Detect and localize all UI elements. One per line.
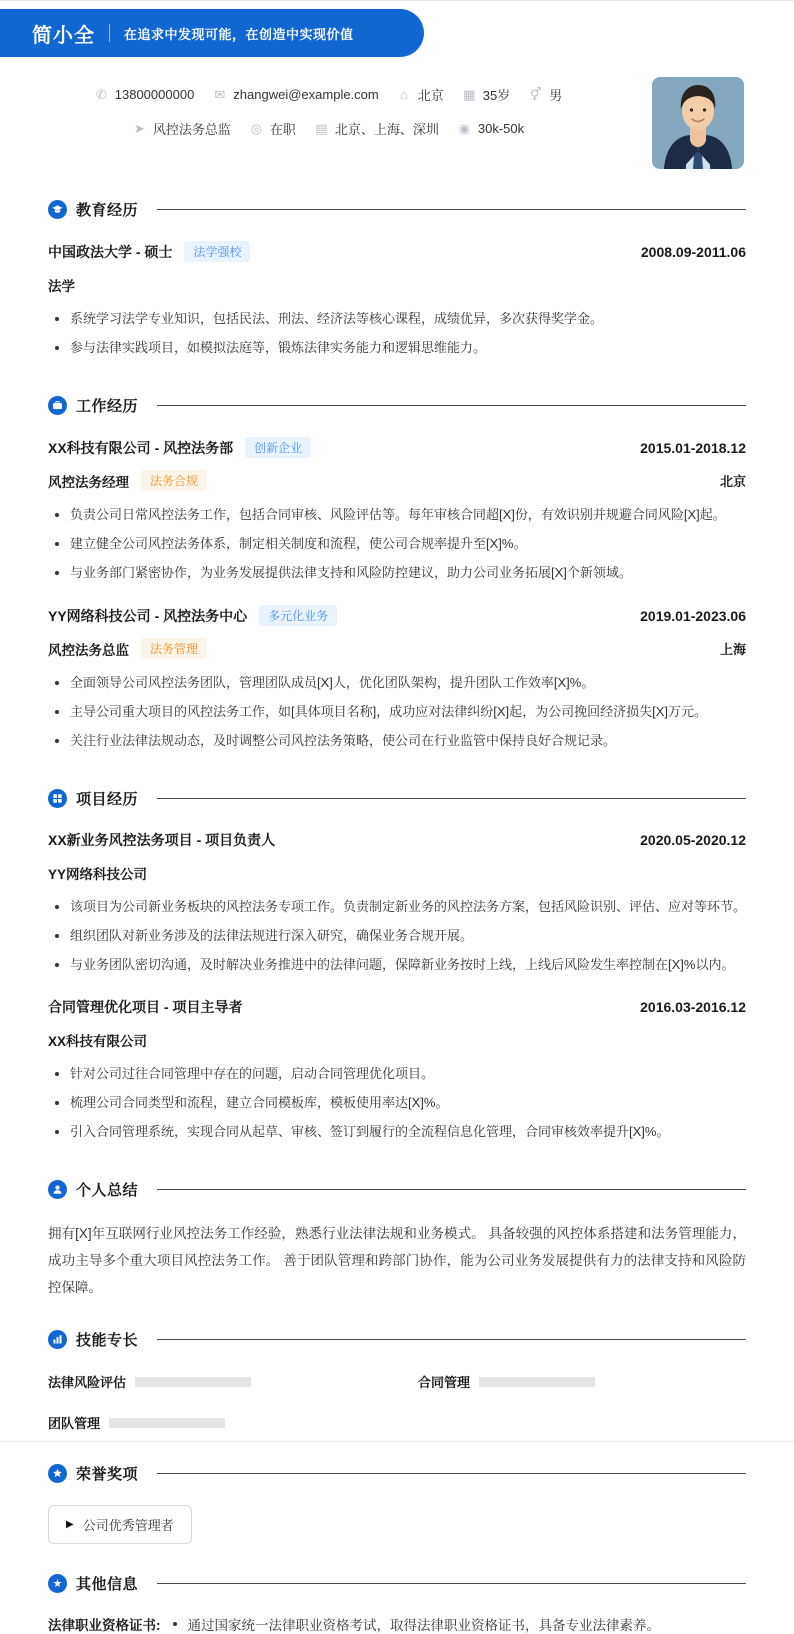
project-header <box>48 830 746 850</box>
section-honors-header <box>48 1463 746 1484</box>
job-date: 2015.01-2018.12 <box>640 439 746 456</box>
bullet-dot <box>55 542 59 546</box>
bullet-dot <box>55 963 59 967</box>
project-name: XX新业务风控法务项目 - 项目负责人 <box>48 832 276 848</box>
education-item-header <box>48 241 746 262</box>
gender-icon: ⚥ <box>529 86 542 102</box>
list-item <box>48 702 746 721</box>
section-summary-header <box>48 1179 746 1200</box>
bullet-text: 组织团队对新业务涉及的法律法规进行深入研究，确保业务合规开展。 <box>70 928 474 943</box>
job-role-row <box>48 470 746 491</box>
locations-item <box>314 119 439 138</box>
school-tag: 法学强校 <box>184 241 250 262</box>
summary-section-icon <box>48 1180 67 1199</box>
person-icon <box>52 1184 63 1195</box>
project-bullets <box>48 897 746 974</box>
school-name: 中国政法大学 - 硕士 <box>48 243 173 260</box>
skill-name: 法律风险评估 <box>48 1375 127 1390</box>
company-tag: 创新企业 <box>245 437 311 458</box>
salary-item <box>457 121 524 137</box>
skills-grid <box>48 1372 746 1432</box>
building-icon: ▤ <box>315 120 328 136</box>
list-item <box>48 534 746 553</box>
section-work-title: 工作经历 <box>76 398 139 415</box>
status-item <box>249 119 296 138</box>
job-header <box>48 437 746 458</box>
skill-name: 合同管理 <box>418 1375 471 1390</box>
summary-text: 拥有[X]年互联网行业风控法务工作经验，熟悉行业法律法规和业务模式。 具备较强的风控体系搭建和法务管理能力，成功主导多个重大项目风控法务工作。 善于团队管理和跨部门协作，能为公司业务发展提供有力的法律支持和风险防控保障。 <box>48 1226 746 1295</box>
education-major: 法学 <box>48 279 75 294</box>
certificate-line <box>48 1614 746 1634</box>
profile-header <box>0 77 794 169</box>
brand-badge <box>0 9 424 57</box>
work-section-icon <box>48 396 67 415</box>
bullet-text: 梳理公司合同类型和流程，建立合同模板库，模板使用率达[X]%。 <box>70 1095 449 1110</box>
list-item <box>48 1093 746 1112</box>
job-role: 风控法务总监 <box>48 642 129 658</box>
section-other-title: 其他信息 <box>76 1576 139 1593</box>
job-location: 上海 <box>719 642 746 657</box>
play-triangle-icon: ▶ <box>66 1519 74 1530</box>
section-summary-title: 个人总结 <box>76 1182 139 1199</box>
job-header <box>48 605 746 626</box>
list-item <box>48 897 746 916</box>
bullet-text: 建立健全公司风控法务体系，制定相关制度和流程，使公司合规率提升至[X]%。 <box>70 536 527 551</box>
bullet-dot <box>55 681 59 685</box>
job-role: 风控法务经理 <box>48 474 129 490</box>
bullet-dot <box>55 905 59 909</box>
briefcase-icon <box>52 400 63 411</box>
home-icon: ⌂ <box>400 87 409 102</box>
job-intention-value: 风控法务总监 <box>152 122 231 137</box>
bullet-text: 关注行业法律法规动态，及时调整公司风控法务策略，使公司在行业监管中保持良好合规记录。 <box>70 733 617 748</box>
bullet-text: 系统学习法学专业知识，包括民法、刑法、经济法等核心课程，成绩优异，多次获得奖学金。 <box>70 311 604 326</box>
contact-line-2 <box>132 119 524 138</box>
other-section-icon <box>48 1574 67 1593</box>
age-icon: ▦ <box>463 86 476 102</box>
certificate-label: 法律职业资格证书: <box>48 1618 161 1633</box>
city-value: 北京 <box>417 88 444 103</box>
medal-icon <box>52 1468 63 1479</box>
section-projects-header <box>48 788 746 809</box>
bullet-dot <box>173 1622 177 1626</box>
job-role-tag: 法务管理 <box>141 638 207 659</box>
bullet-dot <box>55 934 59 938</box>
bullet-dot <box>55 1101 59 1105</box>
bullet-text: 负责公司日常风控法务工作，包括合同审核、风险评估等。每年审核合同超[X]份，有效识别并规避合同风险[X]起。 <box>70 507 726 522</box>
job-location: 北京 <box>719 474 746 489</box>
section-divider-line <box>157 405 746 406</box>
skill-item <box>48 1372 418 1391</box>
section-other-header <box>48 1573 746 1594</box>
section-education-header <box>48 199 746 220</box>
email-value: zhangwei@example.com <box>233 87 379 102</box>
bullet-text: 与业务部门紧密协作，为业务发展提供法律支持和风险防控建议，助力公司业务拓展[X]个新领域。 <box>70 565 632 580</box>
honors-section-icon <box>48 1464 67 1483</box>
projects-section-icon <box>48 789 67 808</box>
skill-progress-bar <box>109 1418 225 1428</box>
bullet-dot <box>55 739 59 743</box>
section-divider-line <box>157 209 746 210</box>
send-icon: ➤ <box>133 120 145 136</box>
resume-body <box>0 199 794 1634</box>
age-item <box>462 85 510 104</box>
sparkle-icon <box>52 1578 63 1589</box>
gender-value: 男 <box>549 88 563 103</box>
section-projects-title: 项目经历 <box>76 791 139 808</box>
age-value: 35岁 <box>482 88 511 103</box>
list-item <box>48 955 746 974</box>
email-item <box>212 87 378 103</box>
list-item <box>48 563 746 582</box>
status-value: 在职 <box>269 122 296 137</box>
job-bullets <box>48 505 746 582</box>
job-intention-item <box>132 119 231 138</box>
job-date: 2019.01-2023.06 <box>640 607 746 624</box>
skill-progress-bar <box>479 1377 595 1387</box>
honors-list <box>48 1484 746 1544</box>
skill-item <box>48 1413 418 1432</box>
brand-slogan: 在追求中发现可能，在创造中实现价值 <box>124 26 354 42</box>
gender-item <box>528 85 562 104</box>
bullet-text: 全面领导公司风控法务团队，管理团队成员[X]人，优化团队架构，提升团队工作效率[X]%。 <box>70 675 595 690</box>
bullet-text: 该项目为公司新业务板块的风控法务专项工作。负责制定新业务的风控法务方案，包括风险识别、评估、应对等环节。 <box>70 899 747 914</box>
skill-progress-bar <box>135 1377 251 1387</box>
job-bullets <box>48 673 746 750</box>
project-bullets <box>48 1064 746 1141</box>
project-org: YY网络科技公司 <box>48 867 148 882</box>
section-divider-line <box>157 1583 746 1584</box>
contact-line-1 <box>94 85 562 104</box>
company-tag: 多元化业务 <box>259 605 337 626</box>
bar-chart-icon <box>52 1334 63 1345</box>
section-honors-title: 荣誉奖项 <box>76 1466 139 1483</box>
project-name: 合同管理优化项目 - 项目主导者 <box>48 999 243 1015</box>
graduation-cap-icon <box>52 204 63 215</box>
job-role-row <box>48 638 746 659</box>
job-role-tag: 法务合规 <box>141 470 207 491</box>
bullet-dot <box>55 1130 59 1134</box>
profile-photo <box>652 77 744 169</box>
locations-value: 北京、上海、深圳 <box>334 122 439 137</box>
list-item <box>48 309 746 328</box>
honor-chip <box>48 1505 192 1544</box>
grid-icon <box>52 793 63 804</box>
phone-icon: ✆ <box>95 86 107 102</box>
bullet-text: 针对公司过往合同管理中存在的问题，启动合同管理优化项目。 <box>70 1066 435 1081</box>
bullet-dot <box>55 317 59 321</box>
education-date: 2008.09-2011.06 <box>640 243 746 260</box>
project-header <box>48 997 746 1017</box>
list-item <box>48 1064 746 1083</box>
bullet-text: 与业务团队密切沟通，及时解决业务推进中的法律问题，保障新业务按时上线，上线后风险发生率控制在[X]%以内。 <box>70 957 735 972</box>
profile-photo-illustration <box>652 77 744 169</box>
section-skills-title: 技能专长 <box>76 1332 139 1349</box>
list-item <box>48 731 746 750</box>
section-work-header <box>48 395 746 416</box>
education-bullets <box>48 309 746 357</box>
section-divider-line <box>157 1339 746 1340</box>
section-education-title: 教育经历 <box>76 202 139 219</box>
badge-divider <box>109 24 110 42</box>
bullet-text: 引入合同管理系统，实现合同从起草、审核、签订到履行的全流程信息化管理，合同审核效率提升[X]%。 <box>70 1124 670 1139</box>
project-date: 2020.05-2020.12 <box>640 832 746 848</box>
bullet-dot <box>55 571 59 575</box>
phone-item <box>94 87 195 103</box>
section-skills-header <box>48 1329 746 1350</box>
city-item <box>397 85 444 104</box>
brand-name: 简小全 <box>32 24 95 47</box>
phone-value: 13800000000 <box>114 87 195 102</box>
list-item <box>48 338 746 357</box>
bullet-text: 参与法律实践项目，如模拟法庭等，锻炼法律实务能力和逻辑思维能力。 <box>70 340 487 355</box>
company-name: YY网络科技公司 - 风控法务中心 <box>48 607 248 624</box>
salary-value: 30k-50k <box>477 121 525 136</box>
project-date: 2016.03-2016.12 <box>640 999 746 1015</box>
list-item <box>48 1122 746 1141</box>
bullet-text: 主导公司重大项目的风控法务工作，如[具体项目名称]，成功应对法律纠纷[X]起，为公司挽回经济损失[X]万元。 <box>70 704 708 719</box>
skill-name: 团队管理 <box>48 1416 101 1431</box>
certificate-text: 通过国家统一法律职业资格考试，取得法律职业资格证书，具备专业法律素养。 <box>187 1618 660 1633</box>
bullet-dot <box>55 346 59 350</box>
section-divider-line <box>157 798 746 799</box>
status-icon: ◎ <box>250 120 263 136</box>
honor-label: 公司优秀管理者 <box>82 1518 174 1533</box>
skill-item <box>418 1372 746 1391</box>
section-divider-line <box>157 1189 746 1190</box>
project-org: XX科技有限公司 <box>48 1034 148 1049</box>
bullet-dot <box>55 710 59 714</box>
bullet-dot <box>55 1072 59 1076</box>
list-item <box>48 926 746 945</box>
education-section-icon <box>48 200 67 219</box>
contact-block <box>48 77 608 169</box>
bullet-dot <box>55 513 59 517</box>
salary-icon: ◉ <box>458 120 471 136</box>
section-divider-line <box>157 1473 746 1474</box>
email-icon: ✉ <box>214 86 226 102</box>
list-item <box>48 505 746 524</box>
list-item <box>48 673 746 692</box>
skills-section-icon <box>48 1330 67 1349</box>
company-name: XX科技有限公司 - 风控法务部 <box>48 439 234 456</box>
